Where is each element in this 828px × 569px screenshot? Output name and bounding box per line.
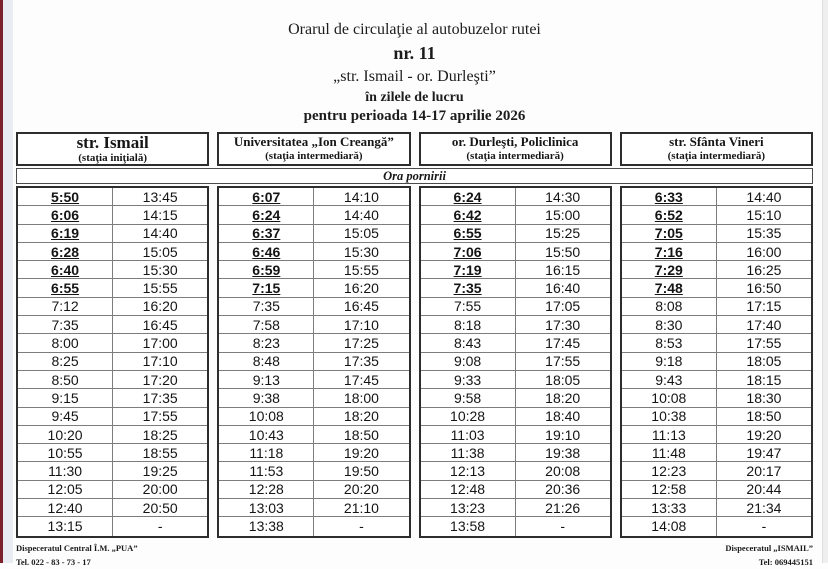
- time-cell: 10:43: [219, 426, 314, 443]
- time-cell: 8:50: [18, 371, 113, 388]
- time-cell: 6:40: [18, 261, 113, 278]
- time-cell: 19:20: [746, 426, 782, 443]
- time-cell: 7:35: [219, 298, 314, 315]
- timetable-row: [622, 225, 811, 243]
- time-cell: 6:52: [622, 206, 717, 223]
- time-cell: 20:50: [142, 499, 178, 516]
- time-cell: 7:55: [421, 298, 516, 315]
- timetable-row: [622, 206, 811, 224]
- time-cell: 9:18: [622, 353, 717, 370]
- time-cell: 11:53: [219, 462, 314, 479]
- time-cell: 19:38: [545, 444, 581, 461]
- time-cell: 16:25: [746, 261, 782, 278]
- time-cell: 18:20: [343, 408, 379, 425]
- time-cell: 17:10: [343, 316, 379, 333]
- timetable-group-durlesti: [419, 186, 612, 538]
- timetable-row: [18, 353, 207, 371]
- dispatcher-central-name: Dispeceratul Central Î.M. „PUA”: [16, 542, 138, 553]
- time-cell: 8:30: [622, 316, 717, 333]
- timetable-row: [219, 462, 408, 480]
- time-cell: 19:20: [343, 444, 379, 461]
- timetable-row: [421, 517, 610, 535]
- timetable-row: [421, 298, 610, 316]
- time-cell: 21:26: [545, 499, 581, 516]
- time-cell: 7:29: [622, 261, 717, 278]
- time-cell: 6:59: [219, 261, 314, 278]
- time-cell: 11:30: [18, 462, 113, 479]
- time-cell: 6:42: [421, 206, 516, 223]
- timetable-grids: [16, 186, 813, 538]
- timetable-row: [219, 206, 408, 224]
- time-cell: 8:43: [421, 334, 516, 351]
- station-type: (staţia intermediară): [466, 150, 564, 163]
- time-cell: 7:05: [622, 225, 717, 242]
- time-cell: 8:48: [219, 353, 314, 370]
- footer: [16, 541, 813, 569]
- service-period: pentru perioada 14-17 aprilie 2026: [303, 108, 526, 124]
- time-cell: 13:03: [219, 499, 314, 516]
- footer-dispatcher-ismail: [725, 541, 813, 569]
- time-cell: 13:38: [219, 517, 314, 535]
- time-cell: 12:58: [622, 481, 717, 498]
- time-cell: 6:28: [18, 243, 113, 260]
- timetable-row: [219, 261, 408, 279]
- timetable-row: [421, 481, 610, 499]
- time-cell: 18:50: [746, 408, 782, 425]
- time-cell: 17:05: [545, 298, 581, 315]
- time-cell: 6:06: [18, 206, 113, 223]
- timetable-row: [18, 444, 207, 462]
- timetable-row: [421, 334, 610, 352]
- left-light-edge-strip: [3, 0, 13, 563]
- station-name: str. Ismail: [76, 132, 149, 152]
- time-cell: 7:12: [18, 298, 113, 315]
- time-cell: 12:05: [18, 481, 113, 498]
- time-cell: 10:28: [421, 408, 516, 425]
- station-name: str. Sfânta Vineri: [669, 134, 764, 150]
- timetable-row: [421, 499, 610, 517]
- time-cell: 6:46: [219, 243, 314, 260]
- timetable-row: [219, 225, 408, 243]
- time-cell: 14:40: [343, 206, 379, 223]
- time-cell: 16:15: [545, 261, 581, 278]
- timetable-row: [219, 371, 408, 389]
- timetable-row: [622, 353, 811, 371]
- time-cell: 9:15: [18, 389, 113, 406]
- timetable-row: [18, 517, 207, 535]
- time-cell: 8:18: [421, 316, 516, 333]
- timetable-row: [421, 444, 610, 462]
- time-cell: 12:28: [219, 481, 314, 498]
- timetable-row: [219, 408, 408, 426]
- time-cell: 14:08: [622, 517, 717, 535]
- time-cell: 11:18: [219, 444, 314, 461]
- time-cell: 6:55: [18, 279, 113, 296]
- time-cell: 19:10: [545, 426, 581, 443]
- time-cell: 10:20: [18, 426, 113, 443]
- timetable-group-ismail: [16, 186, 209, 538]
- timetable-row: [219, 298, 408, 316]
- timetable-row: [18, 426, 207, 444]
- station-header-universitatea: [217, 132, 410, 166]
- time-cell: 15:30: [343, 243, 379, 260]
- time-cell: 21:10: [343, 499, 379, 516]
- time-cell: 9:58: [421, 389, 516, 406]
- time-cell: 10:38: [622, 408, 717, 425]
- timetable-row: [622, 188, 811, 206]
- timetable-row: [219, 517, 408, 535]
- timetable-group-sfanta-vineri: [620, 186, 813, 538]
- timetable-row: [18, 499, 207, 517]
- timetable-row: [421, 389, 610, 407]
- timetable-group-universitatea: [217, 186, 410, 538]
- time-cell: 18:40: [545, 408, 581, 425]
- time-cell: 17:55: [545, 353, 581, 370]
- dispatcher-ismail-phone: Tel: 069445151: [758, 556, 813, 567]
- time-cell: 17:40: [746, 316, 782, 333]
- timetable-row: [622, 426, 811, 444]
- time-cell: 6:37: [219, 225, 314, 242]
- timetable-row: [18, 188, 207, 206]
- time-cell: 9:08: [421, 353, 516, 370]
- station-name: Universitatea „Ion Creangă”: [233, 134, 394, 150]
- timetable-row: [219, 426, 408, 444]
- time-cell: 16:20: [343, 280, 379, 297]
- route-endpoints: „str. Ismail - or. Durleşti”: [333, 68, 496, 85]
- timetable-row: [622, 243, 811, 261]
- time-cell: 8:08: [622, 298, 717, 315]
- footer-dispatcher-central: [16, 541, 138, 569]
- time-cell: 7:58: [219, 316, 314, 333]
- time-cell: 18:05: [746, 353, 782, 370]
- timetable-row: [622, 389, 811, 407]
- time-cell: 20:36: [545, 481, 581, 498]
- timetable-row: [219, 389, 408, 407]
- timetable-row: [18, 481, 207, 499]
- time-cell: 15:05: [142, 243, 178, 260]
- station-header-sfanta-vineri: [620, 132, 813, 166]
- station-type: (staţia iniţială): [78, 152, 147, 165]
- time-cell: 9:45: [18, 408, 113, 425]
- time-cell: 15:35: [746, 225, 782, 242]
- time-cell: 6:24: [219, 206, 314, 223]
- timetable-row: [18, 206, 207, 224]
- timetable-row: [18, 316, 207, 334]
- timetable-row: [622, 408, 811, 426]
- time-cell: 18:05: [545, 371, 581, 388]
- timetable-row: [219, 481, 408, 499]
- time-cell: 18:50: [343, 426, 379, 443]
- time-cell: 7:35: [18, 316, 113, 333]
- time-cell: 10:08: [622, 389, 717, 406]
- timetable-row: [219, 188, 408, 206]
- time-cell: 17:35: [142, 389, 178, 406]
- timetable-row: [18, 298, 207, 316]
- timetable-row: [421, 426, 610, 444]
- time-cell: 16:45: [142, 316, 178, 333]
- time-cell: 15:25: [545, 225, 581, 242]
- time-cell: 17:55: [142, 408, 178, 425]
- time-cell: 16:50: [746, 280, 782, 297]
- time-cell: 13:33: [622, 499, 717, 516]
- time-cell: 10:08: [219, 408, 314, 425]
- time-cell: 7:16: [622, 243, 717, 260]
- time-cell: 9:13: [219, 371, 314, 388]
- timetable-row: [622, 499, 811, 517]
- time-cell: 11:48: [622, 444, 717, 461]
- timetable-row: [622, 316, 811, 334]
- time-cell: 7:19: [421, 261, 516, 278]
- timetable-row: [18, 261, 207, 279]
- time-cell: 12:23: [622, 462, 717, 479]
- timetable-row: [219, 334, 408, 352]
- timetable-row: [622, 517, 811, 535]
- timetable-row: [622, 334, 811, 352]
- time-cell: 18:15: [746, 371, 782, 388]
- route-title: Orarul de circulaţie al autobuzelor rutei: [288, 21, 541, 38]
- timetable-row: [622, 371, 811, 389]
- timetable-row: [421, 353, 610, 371]
- time-cell: 16:20: [142, 298, 178, 315]
- time-cell: 16:40: [545, 280, 581, 297]
- timetable-row: [219, 243, 408, 261]
- timetable-row: [18, 225, 207, 243]
- time-cell: 14:40: [746, 188, 782, 205]
- time-cell: 10:55: [18, 444, 113, 461]
- timetable-row: [18, 334, 207, 352]
- time-cell: 15:00: [545, 206, 581, 223]
- time-cell: 12:13: [421, 462, 516, 479]
- title-block: [16, 0, 813, 125]
- time-cell: 9:33: [421, 371, 516, 388]
- time-cell: 5:50: [18, 188, 113, 205]
- time-cell: 11:13: [622, 426, 717, 443]
- timetable-row: [622, 298, 811, 316]
- time-cell: 18:55: [142, 444, 178, 461]
- time-cell: 19:47: [746, 444, 782, 461]
- time-cell: 17:10: [142, 353, 178, 370]
- time-cell: 6:33: [622, 188, 717, 205]
- time-cell: 15:05: [343, 225, 379, 242]
- time-cell: -: [359, 518, 364, 535]
- time-cell: 11:38: [421, 444, 516, 461]
- timetable-row: [622, 279, 811, 297]
- station-type: (staţia intermediară): [265, 150, 363, 163]
- time-cell: 16:45: [343, 298, 379, 315]
- time-cell: 18:25: [142, 426, 178, 443]
- time-cell: 12:48: [421, 481, 516, 498]
- timetable-row: [622, 481, 811, 499]
- service-days: în zilele de lucru: [365, 90, 464, 105]
- timetable-row: [421, 206, 610, 224]
- time-cell: 17:25: [343, 335, 379, 352]
- timetable-row: [18, 462, 207, 480]
- time-cell: 6:24: [421, 188, 516, 205]
- timetable-row: [421, 371, 610, 389]
- timetable-row: [421, 279, 610, 297]
- time-cell: 7:35: [421, 279, 516, 296]
- timetable-row: [219, 279, 408, 297]
- time-cell: 7:06: [421, 243, 516, 260]
- time-cell: 13:15: [18, 517, 113, 535]
- timetable-row: [219, 499, 408, 517]
- time-cell: 15:30: [142, 261, 178, 278]
- station-header-row: [16, 132, 813, 166]
- timetable-row: [421, 316, 610, 334]
- timetable-row: [421, 408, 610, 426]
- time-cell: 17:00: [142, 335, 178, 352]
- time-cell: 17:35: [343, 353, 379, 370]
- time-cell: 13:45: [142, 188, 178, 205]
- time-cell: 16:00: [746, 243, 782, 260]
- time-cell: 9:43: [622, 371, 717, 388]
- timetable-row: [421, 225, 610, 243]
- timetable-row: [219, 444, 408, 462]
- time-cell: 20:00: [142, 481, 178, 498]
- time-cell: 18:30: [746, 389, 782, 406]
- time-cell: 9:38: [219, 389, 314, 406]
- timetable-row: [18, 389, 207, 407]
- departure-time-label: Ora pornirii: [16, 168, 813, 184]
- time-cell: 6:19: [18, 225, 113, 242]
- time-cell: 17:15: [746, 298, 782, 315]
- time-cell: 8:25: [18, 353, 113, 370]
- time-cell: -: [157, 518, 163, 535]
- time-cell: 20:17: [746, 463, 782, 480]
- time-cell: 8:00: [18, 334, 113, 351]
- timetable-row: [622, 261, 811, 279]
- time-cell: 15:50: [545, 243, 581, 260]
- time-cell: 20:20: [343, 481, 379, 498]
- timetable-row: [421, 188, 610, 206]
- timetable-row: [421, 243, 610, 261]
- time-cell: 19:50: [343, 463, 379, 480]
- time-cell: 17:30: [545, 316, 581, 333]
- timetable-row: [18, 371, 207, 389]
- dispatcher-central-phone: Tel. 022 - 83 - 73 - 17: [16, 556, 91, 567]
- time-cell: 13:23: [421, 499, 516, 516]
- time-cell: 15:55: [343, 261, 379, 278]
- timetable-row: [421, 261, 610, 279]
- timetable-row: [219, 353, 408, 371]
- time-cell: 17:45: [545, 335, 581, 352]
- station-type: (staţia intermediară): [667, 150, 766, 163]
- time-cell: -: [761, 518, 767, 535]
- time-cell: 20:08: [545, 463, 581, 480]
- timetable-row: [18, 279, 207, 297]
- time-cell: 6:07: [219, 188, 314, 205]
- timetable-row: [421, 462, 610, 480]
- time-cell: 7:48: [622, 279, 717, 296]
- time-cell: 12:40: [18, 499, 113, 516]
- time-cell: 7:15: [219, 279, 314, 296]
- timetable-row: [622, 444, 811, 462]
- time-cell: 18:00: [343, 389, 379, 406]
- timetable-row: [622, 462, 811, 480]
- time-cell: 14:30: [545, 188, 581, 205]
- time-cell: 17:55: [746, 335, 782, 352]
- document-content: [16, 0, 813, 569]
- route-number: nr. 11: [393, 43, 436, 63]
- timetable-row: [18, 408, 207, 426]
- time-cell: 11:03: [421, 426, 516, 443]
- time-cell: 13:58: [421, 517, 516, 535]
- time-cell: 8:53: [622, 334, 717, 351]
- time-cell: 14:10: [343, 188, 379, 205]
- time-cell: 21:34: [746, 499, 782, 516]
- station-name: or. Durleşti, Policlinica: [451, 134, 579, 150]
- right-edge-strip: [822, 0, 828, 563]
- time-cell: 18:20: [545, 389, 581, 406]
- time-cell: -: [560, 518, 566, 535]
- timetable-row: [219, 316, 408, 334]
- dispatcher-ismail-name: Dispeceratul „ISMAIL”: [725, 542, 813, 553]
- time-cell: 19:25: [142, 463, 178, 480]
- time-cell: 8:23: [219, 334, 314, 351]
- time-cell: 14:15: [142, 206, 178, 223]
- time-cell: 14:40: [142, 225, 178, 242]
- time-cell: 17:45: [343, 371, 379, 388]
- station-header-durlesti: [419, 132, 612, 166]
- time-cell: 17:20: [142, 371, 178, 388]
- time-cell: 6:55: [421, 225, 516, 242]
- time-cell: 20:44: [746, 481, 782, 498]
- timetable-row: [18, 243, 207, 261]
- time-cell: 15:55: [142, 280, 178, 297]
- time-cell: 15:10: [746, 206, 782, 223]
- station-header-ismail: [16, 132, 209, 166]
